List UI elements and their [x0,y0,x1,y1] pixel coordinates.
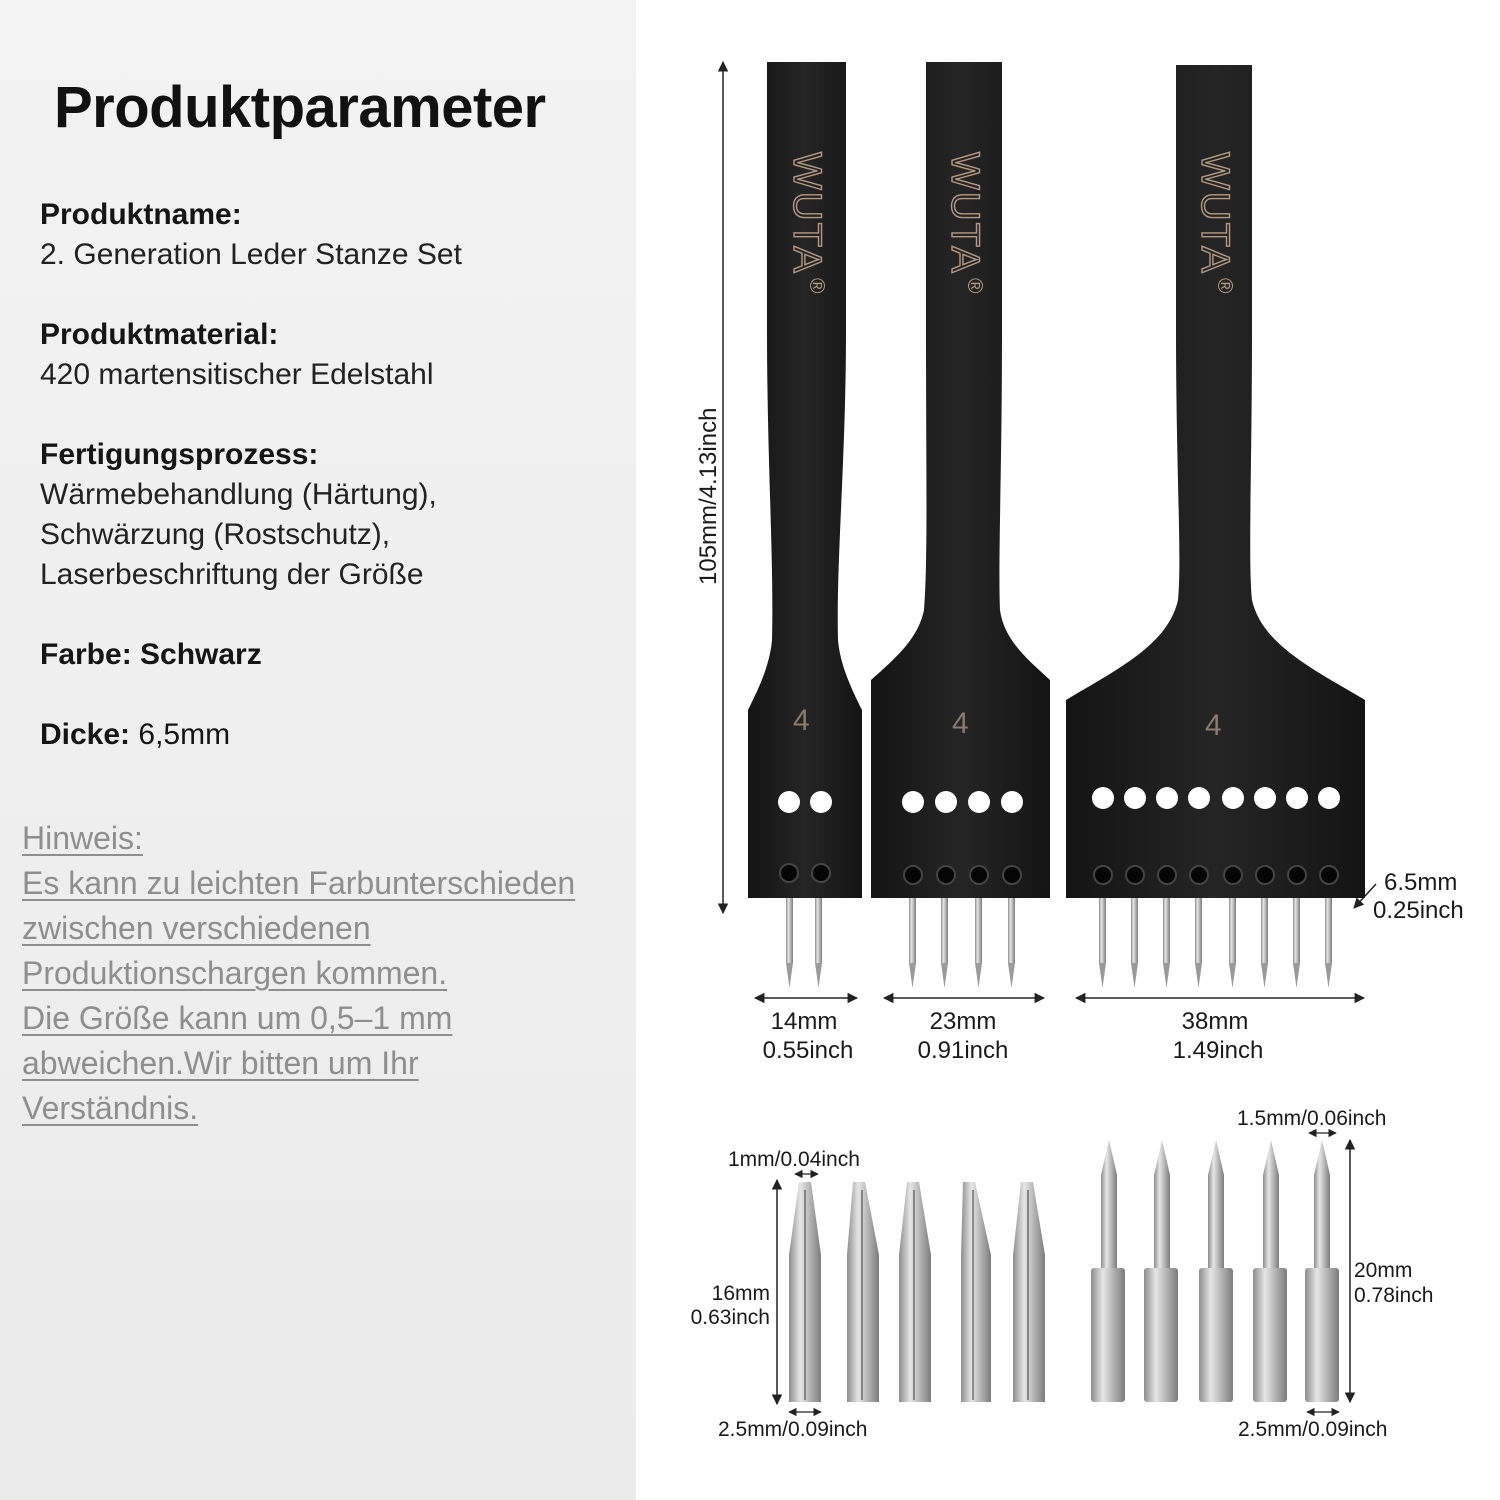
hole [1001,791,1023,813]
note-line: Hinweis: [22,820,143,856]
punch-tool-4-prong [871,62,1050,988]
width-inch: 0.91inch [917,1037,1009,1064]
thickness-label: Dicke: [40,718,131,751]
brand-engraving: WUTA [1193,152,1237,275]
screw [1256,866,1274,884]
brand-engraving: WUTA [785,152,829,275]
prong [1229,888,1236,988]
screw [937,866,955,884]
flat-tip-label: 1mm/0.04inch [728,1148,860,1171]
round-pin [1199,1140,1233,1402]
note-line: Es kann zu leichten Farbunterschieden [22,865,576,901]
note-line: zwischen verschiedenen [22,910,371,946]
punch-tool-8-prong [1066,65,1365,988]
thickness-spec [40,718,230,752]
width-inch: 0.55inch [762,1037,854,1064]
note-line: Produktionschargen kommen. [22,955,448,991]
hole [1254,787,1276,809]
hole [902,791,924,813]
prong [815,888,822,988]
screw [1288,866,1306,884]
round-length-inch: 0.78inch [1354,1284,1434,1307]
round-pin [1253,1140,1287,1402]
hole [968,791,990,813]
hole [1188,787,1210,809]
note-line: Die Größe kann um 0,5–1 mm [22,1000,453,1036]
flat-length-mm: 16mm [711,1282,770,1305]
width-mm: 14mm [770,1008,838,1035]
flat-pin [899,1182,931,1402]
hole [935,791,957,813]
screw [1126,866,1144,884]
size-number: 4 [1205,709,1222,742]
hole [778,791,800,813]
process-line: Wärmebehandlung (Härtung), [40,478,437,511]
screw [1224,866,1242,884]
prong [1131,888,1138,988]
hole [1092,787,1114,809]
screw [780,864,798,882]
brand-engraving: WUTA [943,152,987,275]
screw [904,866,922,884]
registered-mark: ® [963,278,986,294]
width-mm: 23mm [929,1008,997,1035]
note-block [22,816,632,1131]
screw [1094,866,1112,884]
hole [1156,787,1178,809]
hole [1222,787,1244,809]
screw [1320,866,1338,884]
flat-pin [847,1182,879,1402]
color-spec: Farbe: Schwarz [40,638,262,671]
prong [1261,888,1268,988]
prong [1195,888,1202,988]
flat-pin [789,1182,821,1402]
process-line: Laserbeschriftung der Größe [40,558,424,591]
thickness-inch: 0.25inch [1373,897,1464,924]
flat-length-inch: 0.63inch [690,1306,770,1329]
prong [909,888,916,988]
round-tip-label: 1.5mm/0.06inch [1237,1107,1387,1130]
round-pin [1305,1140,1339,1402]
flat-pin [1013,1182,1045,1402]
prong [786,888,793,988]
note-line: Verständnis. [22,1090,199,1126]
prong [941,888,948,988]
round-length-mm: 20mm [1354,1259,1413,1282]
process-line: Schwärzung (Rostschutz), [40,518,391,551]
screw [1158,866,1176,884]
screw [970,866,988,884]
prong [1008,888,1015,988]
product-name-label: Produktname: [40,198,242,231]
width-mm: 38mm [1181,1008,1249,1035]
registered-mark: ® [805,278,828,294]
round-pin [1091,1140,1125,1402]
screw [1003,866,1021,884]
prong [975,888,982,988]
note-line: abweichen.Wir bitten um Ihr [22,1045,419,1081]
material-label: Produktmaterial: [40,318,279,351]
page-title: Produktparameter [54,75,546,140]
screw [812,864,830,882]
prong [1163,888,1170,988]
material-value: 420 martensitischer Edelstahl [40,358,434,391]
punch-tool-2-prong [748,62,862,988]
flat-shaft-label: 2.5mm/0.09inch [718,1418,868,1441]
process-label: Fertigungsprozess: [40,438,319,471]
round-shaft-label: 2.5mm/0.09inch [1238,1418,1388,1441]
prong [1293,888,1300,988]
thickness-mm: 6.5mm [1384,869,1458,896]
size-number: 4 [793,704,810,737]
length-label: 105mm/4.13inch [695,407,722,585]
hole [810,791,832,813]
hole [1318,787,1340,809]
thickness-value: 6,5mm [130,718,231,751]
prong [1325,888,1332,988]
product-diagram [636,0,1500,1500]
prong [1099,888,1106,988]
registered-mark: ® [1213,278,1236,294]
size-number: 4 [952,707,969,740]
round-pin [1144,1140,1178,1402]
product-name-value: 2. Generation Leder Stanze Set [40,238,462,271]
screw [1190,866,1208,884]
spec-panel [0,0,636,1500]
hole [1286,787,1308,809]
width-inch: 1.49inch [1172,1037,1264,1064]
hole [1124,787,1146,809]
flat-pin [961,1182,991,1402]
